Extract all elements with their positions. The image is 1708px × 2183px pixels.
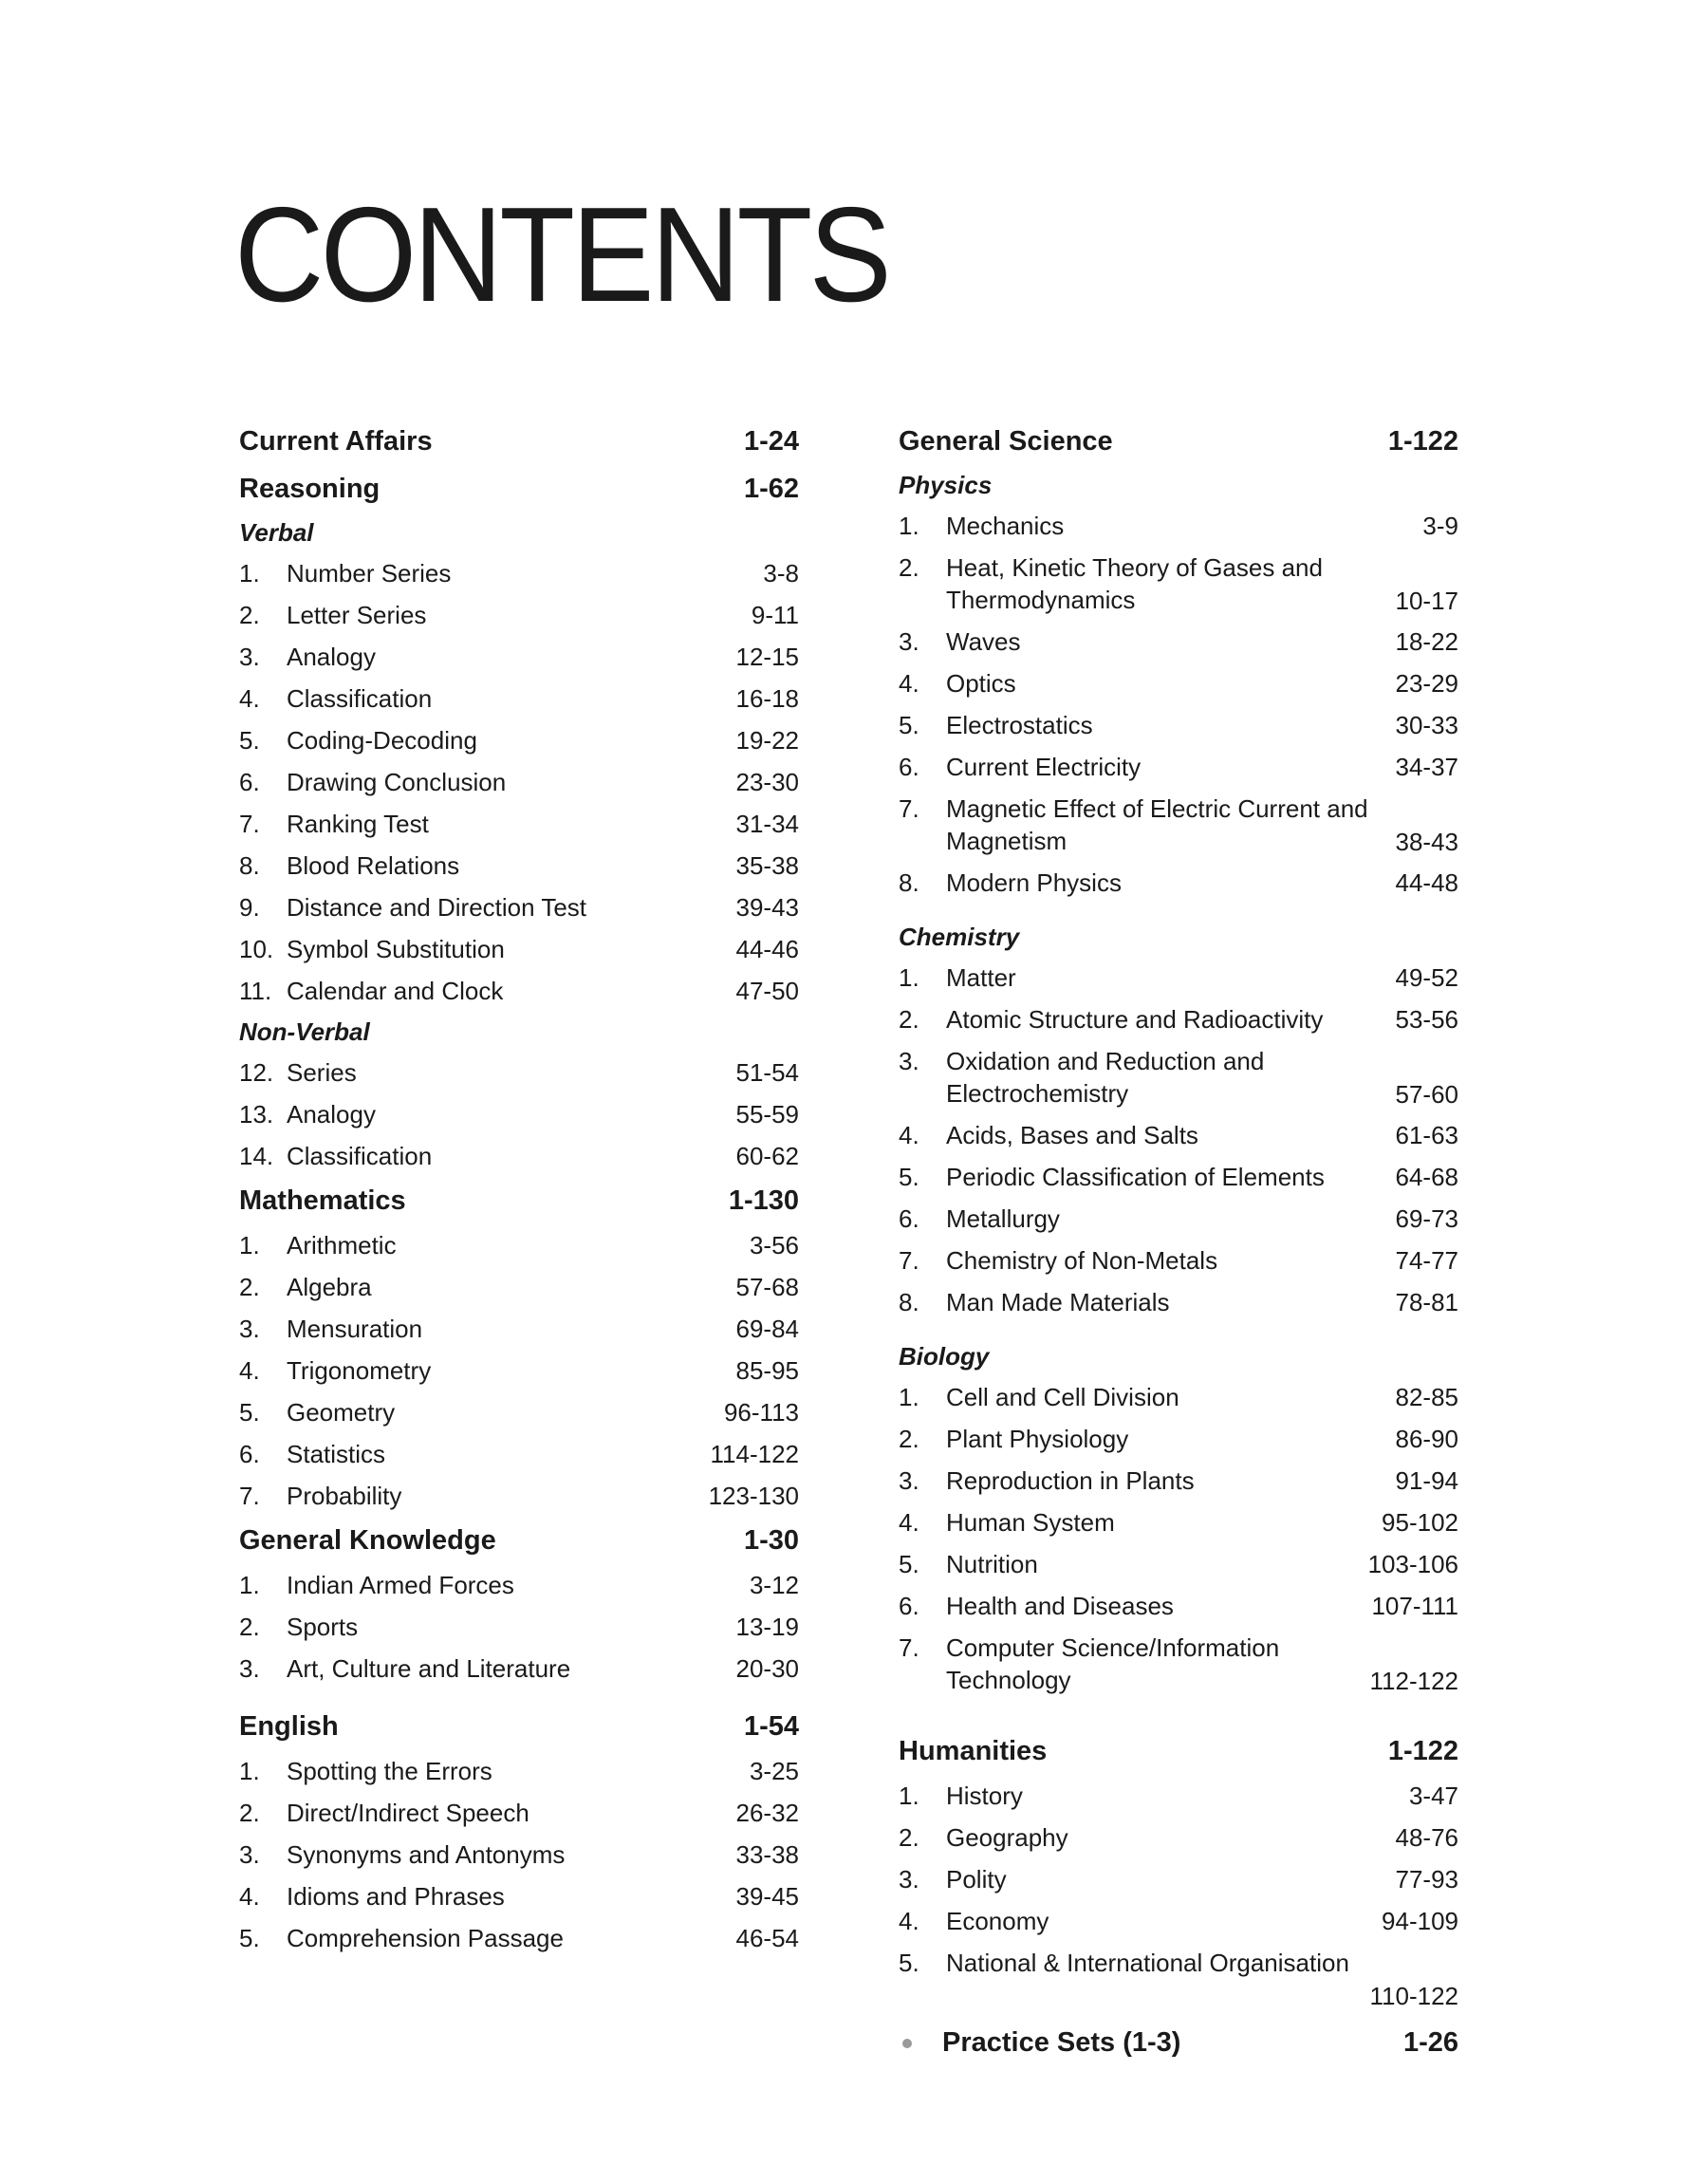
entry-number: 1. [239,559,260,588]
section-pages: 1-30 [743,1525,799,1556]
entry-title: Coding-Decoding [287,726,477,755]
toc-entry [899,1198,1458,1240]
entry-title: Statistics [287,1440,386,1468]
toc-entry [899,621,1458,662]
entry-title: Synonyms and Antonyms [287,1840,566,1869]
entry-pages: 3-8 [763,559,799,588]
entry-pages: 34-37 [1395,753,1458,781]
entry-number: 7. [899,1633,919,1662]
entry-number: 8. [899,868,919,897]
entry-number: 10. [239,935,274,963]
entry-number: 3. [899,1047,919,1075]
section-title: General Knowledge [239,1525,496,1556]
entry-number: 2. [899,553,919,582]
entry-title: Electrostatics [946,711,1093,739]
entry-pages: 10-17 [1395,587,1458,615]
entry-title: Comprehension Passage [287,1924,564,1952]
entry-pages: 107-111 [1371,1592,1458,1620]
entry-number: 5. [899,1163,919,1191]
toc-entry [899,1281,1458,1323]
entry-title: Current Electricity [946,753,1142,781]
entry-number: 3. [899,1865,919,1894]
entry-number: 1. [899,1383,919,1411]
entry-pages: 38-43 [1395,828,1458,856]
entry-number: 13. [239,1100,274,1129]
entry-pages: 74-77 [1395,1246,1458,1275]
toc-entry [899,1418,1458,1460]
entry-title: Atomic Structure and Radioactivity [946,1005,1324,1034]
entry-title: Computer Science/Information Technology [946,1633,1280,1694]
entry-number: 1. [239,1571,260,1599]
section-english [239,1703,799,1750]
entry-number: 3. [899,1466,919,1495]
section-pages: 1-122 [1387,426,1458,457]
entry-title: Series [287,1058,357,1087]
entry-title: Drawing Conclusion [287,768,507,796]
toc-entry [899,1543,1458,1585]
entry-number: 1. [899,1782,919,1810]
contents-left-column [239,418,799,1959]
section-pages: 1-62 [743,474,799,504]
entry-pages: 55-59 [735,1100,799,1129]
entry-title: Indian Armed Forces [287,1571,514,1599]
general-knowledge-list [239,1564,799,1689]
verbal-list [239,552,799,1012]
entry-title: Economy [946,1907,1049,1935]
entry-number: 7. [239,1482,260,1510]
entry-pages: 39-45 [735,1882,799,1911]
section-title: General Science [899,426,1113,457]
entry-number: 3. [239,643,260,671]
toc-entry [899,862,1458,904]
entry-title: Mensuration [287,1315,423,1343]
entry-number: 4. [899,1121,919,1149]
entry-pages: 20-30 [735,1654,799,1683]
entry-number: 7. [899,1246,919,1275]
toc-entry [239,1052,799,1093]
entry-number: 2. [239,1273,260,1301]
entry-number: 5. [239,726,260,755]
entry-title: Cell and Cell Division [946,1383,1179,1411]
entry-number: 1. [239,1231,260,1259]
entry-number: 6. [899,1592,919,1620]
humanities-list [899,1775,1458,2016]
entry-number: 11. [239,977,272,1005]
entry-pages: 12-15 [735,643,799,671]
toc-entry [239,1564,799,1606]
section-general-knowledge [239,1517,799,1564]
entry-number: 4. [899,1508,919,1537]
toc-entry [239,1875,799,1917]
entry-pages: 3-47 [1408,1782,1458,1810]
entry-number: 1. [899,512,919,540]
entry-number: 4. [899,1907,919,1935]
section-current-affairs [239,418,799,465]
toc-entry [899,746,1458,788]
toc-entry [239,845,799,886]
toc-entry [239,678,799,719]
subsection-biology: Biology [899,1342,990,1371]
toc-entry [899,1240,1458,1281]
entry-title: Calendar and Clock [287,977,504,1005]
entry-number: 14. [239,1142,274,1170]
subsection-verbal: Verbal [239,518,314,547]
entry-title: Optics [946,669,1016,698]
toc-entry [239,1750,799,1792]
section-practice-sets [899,2016,1458,2069]
entry-pages: 69-73 [1395,1204,1458,1233]
entry-title: Magnetic Effect of Electric Current and Magnetism [946,794,1368,855]
toc-entry [239,803,799,845]
entry-title: Geometry [287,1398,396,1427]
section-pages: 1-26 [1402,2027,1458,2058]
entry-number: 2. [899,1823,919,1852]
entry-title: Letter Series [287,601,427,629]
toc-entry [239,1391,799,1433]
toc-entry [239,1350,799,1391]
entry-number: 7. [899,794,919,823]
entry-number: 1. [239,1757,260,1785]
entry-pages: 26-32 [735,1799,799,1827]
chemistry-list [899,957,1458,1323]
entry-pages: 82-85 [1395,1383,1458,1411]
toc-entry [899,1817,1458,1858]
entry-number: 2. [239,1799,260,1827]
entry-title: Nutrition [946,1550,1038,1578]
section-pages: 1-24 [743,426,799,457]
entry-number: 3. [899,627,919,656]
toc-entry [239,1834,799,1875]
entry-pages: 46-54 [735,1924,799,1952]
toc-entry [899,957,1458,998]
entry-pages: 96-113 [723,1398,799,1427]
entry-number: 4. [239,1356,260,1385]
entry-number: 6. [899,1204,919,1233]
toc-entry [899,998,1458,1040]
entry-title: Spotting the Errors [287,1757,492,1785]
entry-pages: 49-52 [1395,963,1458,992]
page-title: CONTENTS [234,179,889,330]
entry-pages: 16-18 [735,684,799,713]
entry-number: 2. [239,1613,260,1641]
toc-entry [899,788,1458,862]
entry-title: Art, Culture and Literature [287,1654,571,1683]
section-pages: 1-130 [728,1185,799,1216]
entry-pages: 110-122 [1369,1982,1458,2010]
toc-entry [239,1093,799,1135]
entry-pages: 3-56 [749,1231,799,1259]
entry-number: 2. [239,601,260,629]
toc-entry [239,1917,799,1959]
entry-pages: 69-84 [735,1315,799,1343]
section-pages: 1-122 [1387,1736,1458,1766]
entry-title: Classification [287,684,433,713]
toc-entry [899,547,1458,621]
entry-pages: 48-76 [1395,1823,1458,1852]
biology-list [899,1376,1458,1701]
entry-title: Probability [287,1482,402,1510]
subsection-chemistry: Chemistry [899,923,1020,951]
toc-entry [899,1585,1458,1627]
entry-number: 6. [899,753,919,781]
entry-title: Plant Physiology [946,1425,1129,1453]
entry-title: Distance and Direction Test [287,893,587,922]
entry-title: Sports [287,1613,359,1641]
toc-entry [239,928,799,970]
entry-title: Algebra [287,1273,372,1301]
entry-pages: 3-25 [749,1757,799,1785]
entry-number: 3. [239,1840,260,1869]
toc-entry [899,1858,1458,1900]
toc-entry [899,1900,1458,1942]
section-title: English [239,1711,339,1742]
bullet-icon [902,2039,912,2048]
entry-pages: 9-11 [751,601,799,629]
entry-title: Trigonometry [287,1356,432,1385]
toc-entry [239,761,799,803]
entry-number: 5. [239,1924,260,1952]
entry-pages: 51-54 [735,1058,799,1087]
toc-entry [239,1308,799,1350]
entry-pages: 19-22 [735,726,799,755]
toc-entry [239,1606,799,1648]
entry-number: 12. [239,1058,274,1087]
entry-title: Acids, Bases and Salts [946,1121,1198,1149]
section-title: Reasoning [239,474,381,504]
english-list [239,1750,799,1959]
entry-title: Reproduction in Plants [946,1466,1195,1495]
entry-pages: 94-109 [1382,1907,1458,1935]
entry-number: 3. [239,1654,260,1683]
entry-number: 6. [239,768,260,796]
section-title: Humanities [899,1736,1048,1766]
entry-pages: 23-30 [735,768,799,796]
entry-number: 9. [239,893,260,922]
entry-title: Geography [946,1823,1068,1852]
entry-number: 4. [239,684,260,713]
entry-number: 5. [899,1949,919,1977]
entry-number: 1. [899,963,919,992]
entry-title: Analogy [287,643,376,671]
physics-list [899,505,1458,904]
entry-pages: 86-90 [1395,1425,1458,1453]
section-title: Mathematics [239,1185,406,1216]
toc-entry [239,1433,799,1475]
toc-entry [239,1648,799,1689]
entry-pages: 123-130 [708,1482,799,1510]
entry-title: Idioms and Phrases [287,1882,505,1911]
entry-title: Oxidation and Reduction and Electrochemistry [946,1047,1265,1108]
entry-pages: 18-22 [1395,627,1458,656]
toc-entry [899,704,1458,746]
toc-entry [899,1114,1458,1156]
entry-pages: 44-48 [1395,868,1458,897]
toc-entry [239,636,799,678]
toc-entry [899,1460,1458,1502]
entry-title: Ranking Test [287,810,429,838]
entry-pages: 61-63 [1395,1121,1458,1149]
entry-number: 8. [239,851,260,880]
entry-title: Health and Diseases [946,1592,1174,1620]
entry-pages: 23-29 [1395,669,1458,698]
entry-title: Chemistry of Non-Metals [946,1246,1218,1275]
entry-title: Heat, Kinetic Theory of Gases and Thermodynamics [946,553,1323,614]
toc-entry [239,1475,799,1517]
entry-pages: 57-60 [1395,1080,1458,1109]
entry-pages: 33-38 [735,1840,799,1869]
entry-title: Polity [946,1865,1007,1894]
section-humanities [899,1727,1458,1775]
entry-title: Modern Physics [946,868,1122,897]
entry-title: Matter [946,963,1016,992]
entry-title: Human System [946,1508,1115,1537]
toc-entry [239,1135,799,1177]
entry-pages: 3-9 [1422,512,1458,540]
section-reasoning [239,465,799,513]
entry-pages: 3-12 [749,1571,799,1599]
entry-pages: 30-33 [1395,711,1458,739]
entry-title: History [946,1782,1023,1810]
toc-entry [899,1942,1458,2016]
toc-entry [239,594,799,636]
toc-entry [899,1627,1458,1701]
toc-entry [239,1224,799,1266]
entry-pages: 35-38 [735,851,799,880]
entry-pages: 103-106 [1367,1550,1458,1578]
entry-title: Blood Relations [287,851,460,880]
entry-number: 5. [899,1550,919,1578]
entry-pages: 78-81 [1395,1288,1458,1316]
entry-number: 2. [899,1425,919,1453]
toc-entry [239,970,799,1012]
toc-entry [239,1266,799,1308]
section-general-science [899,418,1458,465]
entry-number: 2. [899,1005,919,1034]
entry-pages: 91-94 [1395,1466,1458,1495]
entry-pages: 112-122 [1369,1667,1458,1695]
section-mathematics [239,1177,799,1224]
entry-title: Number Series [287,559,452,588]
non-verbal-list [239,1052,799,1177]
toc-entry [239,1792,799,1834]
entry-pages: 95-102 [1382,1508,1458,1537]
entry-number: 7. [239,810,260,838]
entry-number: 5. [239,1398,260,1427]
entry-title: Arithmetic [287,1231,397,1259]
entry-title: Analogy [287,1100,376,1129]
entry-number: 8. [899,1288,919,1316]
entry-pages: 64-68 [1395,1163,1458,1191]
subsection-physics: Physics [899,471,993,499]
entry-number: 5. [899,711,919,739]
toc-entry [899,1156,1458,1198]
entry-number: 3. [239,1315,260,1343]
entry-pages: 31-34 [735,810,799,838]
entry-title: National & International Organisation [946,1949,1349,1977]
entry-title: Metallurgy [946,1204,1060,1233]
toc-entry [899,1775,1458,1817]
toc-entry [899,1502,1458,1543]
entry-title: Mechanics [946,512,1065,540]
contents-right-column [899,418,1458,2069]
entry-title: Periodic Classification of Elements [946,1163,1325,1191]
toc-entry [239,719,799,761]
entry-number: 6. [239,1440,260,1468]
entry-number: 4. [239,1882,260,1911]
entry-number: 4. [899,669,919,698]
toc-entry [239,886,799,928]
entry-title: Symbol Substitution [287,935,505,963]
entry-pages: 77-93 [1395,1865,1458,1894]
entry-pages: 47-50 [735,977,799,1005]
toc-entry [899,1376,1458,1418]
entry-pages: 60-62 [735,1142,799,1170]
subsection-non-verbal: Non-Verbal [239,1017,370,1046]
entry-pages: 44-46 [735,935,799,963]
toc-entry [899,1040,1458,1114]
entry-pages: 85-95 [735,1356,799,1385]
mathematics-list [239,1224,799,1517]
entry-pages: 13-19 [735,1613,799,1641]
entry-title: Direct/Indirect Speech [287,1799,529,1827]
section-pages: 1-54 [743,1711,799,1742]
entry-title: Man Made Materials [946,1288,1170,1316]
toc-entry [899,505,1458,547]
toc-entry [899,662,1458,704]
entry-title: Waves [946,627,1021,656]
section-title: Practice Sets (1-3) [942,2027,1181,2058]
entry-pages: 53-56 [1395,1005,1458,1034]
entry-pages: 39-43 [735,893,799,922]
toc-entry [239,552,799,594]
section-title: Current Affairs [239,426,433,457]
entry-pages: 114-122 [710,1440,799,1468]
entry-pages: 57-68 [735,1273,799,1301]
entry-title: Classification [287,1142,433,1170]
